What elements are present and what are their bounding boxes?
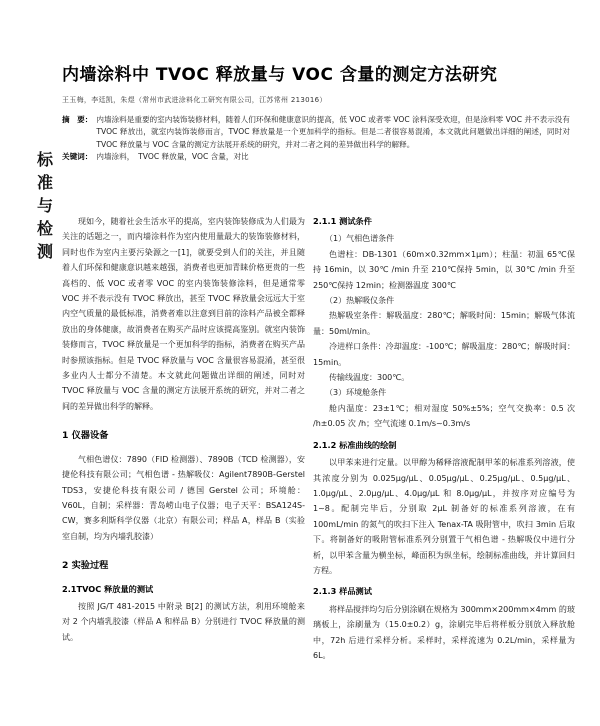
keywords-text: 内墙涂料， TVOC 释放量，VOC 含量，对比 [96,152,249,162]
side-label-char: 标 [36,150,53,169]
side-label-char: 检 [36,219,53,238]
abstract-label: 摘 要： [62,115,93,124]
abstract-text: 内墙涂料是重要的室内装饰装修材料，随着人们环保和健康意识的提高，低 VOC 或者零 VOC 涂料深受欢迎，但是涂料零 VOC 并不表示没有 TVOC 释放出，就室内装饰装修而言，TVOC 释放量是一个更加科学的指标。但是二者很容易混淆，本文就此问题做出详细的阐述，同时对 TVOC 释放量与 VOC 含量的测定方法展开系统的研究，并对二者之间的差异做出科学的解释。 [96,115,570,149]
heading-sample-test: 2.1.3 样品测试 [313,586,372,597]
abstract-block [62,114,570,164]
equipment-paragraph: 气相色谱仪：7890（FID 检测器）、7890B（TCD 检测器），安捷伦科技有限公司；气相色谱 - 热解吸仪：Agilent7890B-Gerstel TDS3，安捷伦科技有限公司 / 德国 Gerstel 公司；环境舱：V60L，自制；采样器：青岛崂山电子仪器；电子天平：BSA124S-CW，赛多利斯科学仪器（北京）有限公司；样品 A，样品 B（实验室自制，均为内墙乳胶漆） [62,454,305,541]
heading-td-conditions: （2）热解吸仪条件 [325,296,395,306]
td-paragraph-2: 冷进样口条件：冷却温度：-100℃；解吸温度：280℃；解吸时间：15min。 [313,342,575,367]
author-line: 王玉梅，李廷凯，朱煜（常州市武进涂料化工研究有限公司，江苏常州 213016） [62,96,327,104]
intro-paragraph: 现如今，随着社会生活水平的提高，室内装饰装修成为人们最为关注的话题之一，而内墙涂料作为室内使用量最大的装饰装修材料，同时也作为室内主要污染源之一[1]，就要受到人们的关注，并且随着人们环保和健康意识越来越强，消费者也更加青睐价格更贵的一些高档的、低 VOC 或者零 VOC 的室内装饰装修涂料，但是通常零 VOC 并不表示没有 TVOC 释放出，甚至 TVOC 释放量会远远大于室内空气质量的最低标准，消费者难以注意到目前的涂料产品被全都释放出的身体健康，故消费者在购买产品时应该提高鉴别。就室内装饰装修而言，TVOC 释放量是一个更加科学的指标，消费者在购买产品时参照该指标。但是 TVOC 释放量与 VOC 含量很容易混淆，甚至很多业内人士都分不清楚。本文就此问题做出详细的阐述，同时对 TVOC 释放量与 VOC 含量的测定方法展开系统的研究，并对二者之间的差异做出科学的解释。 [62,217,305,411]
tvoc-paragraph: 按照 JG/T 481-2015 中附录 B[2] 的测试方法，利用环境舱来对 2 个内墙乳胶漆（样品 A 和样品 B）分别进行 TVOC 释放量的测试。 [62,601,305,642]
right-column [313,214,575,663]
curve-paragraph: 以甲苯来进行定量。以甲醇为稀释溶液配制甲苯的标准系列溶液，使其浓度分别为 0.025μg/μL、0.05μg/μL、0.25μg/μL、0.5μg/μL、1.0μg/μL、2.0μg/μL、4.0μg/μL 和 8.0μg/μL，并按序对应编号为 1~8。配制完毕后，分别取 2μL 制备好的标准系列溶液，在有 100mL/min 的氮气的吹扫下注入 Tenax-TA 吸附管中，吹扫 3min 后取下。将制备好的吸附管标准系列分别置于气相色谱 - 热解吸仪中进行分析，以甲苯含量为横坐标，峰面积为纵坐标，绘制标准曲线，并计算回归方程。 [313,458,575,575]
keywords-label: 关键词： [62,152,93,162]
heading-equipment: 1 仪器设备 [62,430,109,442]
gc-paragraph: 色谱柱：DB-1301（60m×0.32mm×1μm）；柱温：初温 65℃保持 16min，以 30℃ /min 升至 210℃保持 5min，以 30℃ /min 升至 250℃保持 12min；检测器温度 300℃ [313,249,575,290]
keywords-row [62,151,570,163]
heading-tvoc-test: 2.1TVOC 释放量的测试 [62,583,154,594]
section-side-label [36,148,54,263]
heading-standard-curve: 2.1.2 标准曲线的绘制 [313,439,397,450]
env-paragraph: 舱内温度：23±1℃；相对湿度 50%±5%；空气交换率：0.5 次 /h±0.05 次 /h；空气流速 0.1m/s~0.3m/s [313,403,575,429]
td-paragraph-3: 传输线温度：300℃。 [329,373,410,383]
heading-test-conditions: 2.1.1 测试条件 [313,216,372,226]
heading-env-conditions: （3）环境舱条件 [325,388,387,398]
td-paragraph-1: 热解吸室条件：解吸温度：280℃；解吸时间：15min；解吸气体流量：50ml/min。 [313,311,575,336]
abstract-row [62,114,570,151]
heading-gc-conditions: （1）气相色谱条件 [325,234,395,244]
sample-paragraph: 将样品搅拌均匀后分别涂刷在规格为 300mm×200mm×4mm 的玻璃板上，涂刷量为（15.0±0.2）g，涂刷完毕后将样板分别放入释放舱中，72h 后进行采样分析。采样时，采样流速为 0.2L/min，采样量为 6L。 [313,604,575,660]
side-label-char: 准 [36,173,53,192]
side-label-char: 测 [36,242,53,261]
side-label-char: 与 [36,196,53,215]
left-column [62,214,305,645]
heading-process: 2 实验过程 [62,560,109,572]
article-title: 内墙涂料中 TVOC 释放量与 VOC 含量的测定方法研究 [62,65,498,85]
